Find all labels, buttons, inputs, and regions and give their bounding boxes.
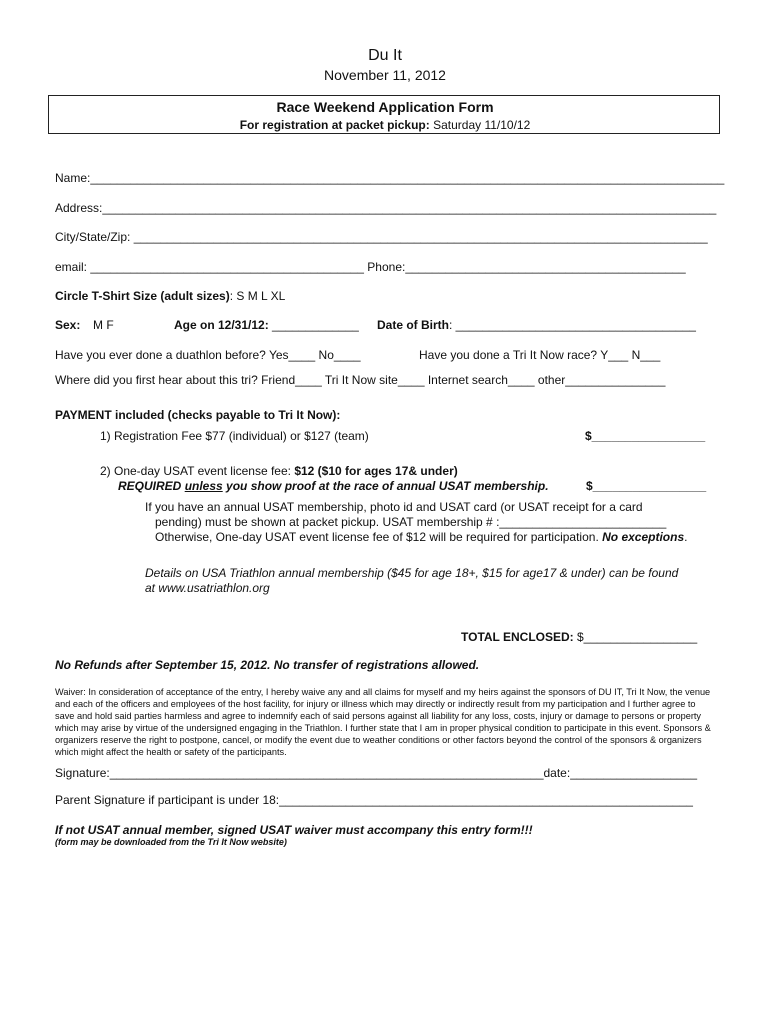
total-blank[interactable]: $_________________	[573, 630, 698, 644]
usat-required-line	[118, 479, 549, 493]
age-blank[interactable]: _____________	[268, 318, 359, 332]
form-title: Race Weekend Application Form	[276, 99, 494, 115]
waiver-text: Waiver: In consideration of acceptance of the entry, I hereby waive any and all claims for myself and my heirs against the sponsors of DU IT, Tri It Now, the venue and each of the officers and employees of the host facility, for injury or illness which may directly or indirectly result from my participation and I further agree to save and hold said parties harmless and agree to indemnify each of said persons against all liability for any loss, costs, injury or damage to persons or property which may arise by virtue of the undersigned engaging in the Triathlon. I further state that I am in proper physical condition to participate in this event. Sponsors & organizers reserve the right to postpone, cancel, or modify the event due to weather conditions or other factors beyond the control of the sponsors & organizers which might affect the health or safety of the participants.	[55, 687, 711, 758]
registration-fee-line: 1) Registration Fee $77 (individual) or $127 (team)	[100, 429, 369, 443]
name-field[interactable]: Name:_______________________________________________________________________________________________	[55, 171, 725, 185]
period-text: .	[684, 530, 688, 544]
otherwise-text: Otherwise, One-day USAT event license fee of $12 will be required for participation.	[155, 530, 603, 544]
hear-about-question[interactable]: Where did you first hear about this tri? Friend____ Tri It Now site____ Internet search____ other_______________	[55, 373, 666, 387]
event-title: Du It	[368, 47, 402, 64]
form-download-note: (form may be downloaded from the Tri It Now website)	[55, 837, 287, 847]
trinow-question[interactable]: Have you done a Tri It Now race? Y___ N___	[419, 348, 661, 362]
address-field[interactable]: Address:____________________________________________________________________________________________	[55, 201, 717, 215]
tshirt-sizes[interactable]: : S M L XL	[229, 289, 286, 303]
required-rest: you show proof at the race of annual USAT membership.	[222, 479, 549, 493]
total-enclosed[interactable]	[461, 630, 697, 644]
no-refunds-notice: No Refunds after September 15, 2012. No transfer of registrations allowed.	[55, 658, 480, 672]
signature-field[interactable]: Signature:_________________________________________________________________date:___________________	[55, 766, 697, 780]
age-label: Age on 12/31/12:	[174, 318, 269, 332]
tshirt-label: Circle T-Shirt Size (adult sizes)	[55, 289, 230, 303]
usat-membership-line1: If you have an annual USAT membership, photo id and USAT card (or USAT receipt for a card	[145, 500, 643, 514]
subtitle-date: Saturday 11/10/12	[429, 118, 531, 132]
duathlon-question[interactable]: Have you ever done a duathlon before? Yes____ No____	[55, 348, 361, 362]
sex-label: Sex:	[55, 318, 81, 332]
registration-fee-amount[interactable]: $_________________	[585, 429, 706, 443]
usat-fee-amount[interactable]: $_________________	[586, 479, 707, 493]
required-word: REQUIRED	[118, 479, 185, 493]
payment-heading: PAYMENT included (checks payable to Tri It Now):	[55, 408, 341, 422]
usat-fee-line	[100, 464, 458, 478]
total-label: TOTAL ENCLOSED:	[461, 630, 574, 644]
email-phone-field[interactable]: email: _________________________________________ Phone:__________________________________________	[55, 260, 686, 274]
age-field[interactable]	[174, 318, 359, 332]
usat-fee-amount-text: $12 ($10 for ages 17& under)	[294, 464, 458, 478]
usat-membership-line3	[155, 530, 688, 544]
no-exceptions-text: No exceptions	[602, 530, 685, 544]
unless-word: unless	[184, 479, 223, 493]
details-line2: at www.usatriathlon.org	[145, 581, 270, 595]
form-subtitle	[0, 118, 770, 132]
event-date: November 11, 2012	[324, 67, 446, 83]
parent-signature-field[interactable]: Parent Signature if participant is under 18:______________________________________________________________	[55, 793, 693, 807]
sex-options[interactable]: M F	[93, 318, 114, 332]
dob-field[interactable]	[377, 318, 696, 332]
tshirt-size-row	[55, 289, 285, 303]
city-state-zip-field[interactable]: City/State/Zip: ______________________________________________________________________________________	[55, 230, 708, 244]
usat-waiver-warning: If not USAT annual member, signed USAT waiver must accompany this entry form!!!	[55, 823, 533, 837]
usat-fee-label: 2) One-day USAT event license fee:	[100, 464, 295, 478]
dob-label: Date of Birth	[377, 318, 449, 332]
usat-membership-line2[interactable]: pending) must be shown at packet pickup. USAT membership # :_________________________	[155, 515, 667, 529]
subtitle-label: For registration at packet pickup:	[239, 118, 430, 132]
details-line1: Details on USA Triathlon annual membership ($45 for age 18+, $15 for age17 & under) can be found	[145, 566, 679, 580]
dob-blank[interactable]: : ____________________________________	[449, 318, 696, 332]
